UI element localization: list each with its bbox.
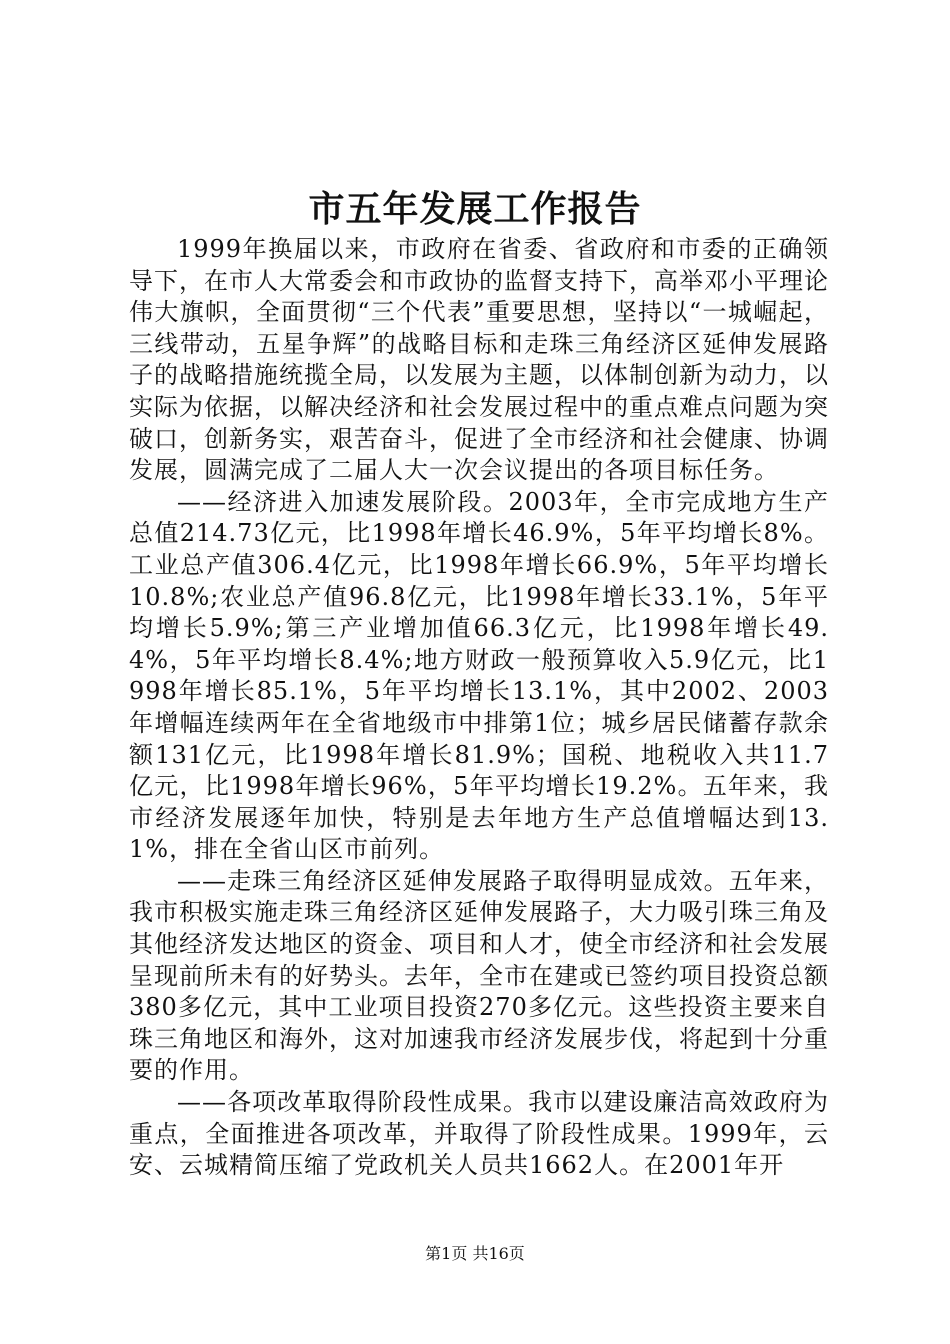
document-body bbox=[129, 234, 829, 1182]
paragraph-economy: ——经济进入加速发展阶段。2003年，全市完成地方生产总值214.73亿元，比1998年增长46.9%，5年平均增长8%。工业总产值306.4亿元，比1998年增长66.9%，5年平均增长10.8%;农业总产值96.8亿元，比1998年增长33.1%，5年平均增长5.9%;第三产业增加值66.3亿元，比1998年增长49.4%，5年平均增长8.4%;地方财政一般预算收入5.9亿元，比1998年增长85.1%，5年平均增长13.1%，其中2002、2003年增幅连续两年在全省地级市中排第1位；城乡居民储蓄存款余额131亿元，比1998年增长81.9%；国税、地税收入共11.7亿元，比1998年增长96%，5年平均增长19.2%。五年来，我市经济发展逐年加快，特别是去年地方生产总值增幅达到13.1%，排在全省山区市前列。 bbox=[129, 487, 829, 864]
document-title: 市五年发展工作报告 bbox=[308, 188, 642, 230]
paragraph-intro: 1999年换届以来，市政府在省委、省政府和市委的正确领导下，在市人大常委会和市政协的监督支持下，高举邓小平理论伟大旗帜，全面贯彻“三个代表”重要思想，坚持以“一城崛起，三线带动，五星争辉”的战略目标和走珠三角经济区延伸发展路子的战略措施统揽全局，以发展为主题，以体制创新为动力，以实际为依据，以解决经济和社会发展过程中的重点难点问题为突破口，创新务实，艰苦奋斗，促进了全市经济和社会健康、协调发展，圆满完成了二届人大一次会议提出的各项目标任务。 bbox=[129, 235, 829, 485]
paragraph-reform: ——各项改革取得阶段性成果。我市以建设廉洁高效政府为重点，全面推进各项改革，并取得了阶段性成果。1999年，云安、云城精简压缩了党政机关人员共1662人。在2001年开 bbox=[129, 1088, 829, 1180]
page-number-footer: 第1页 共16页 bbox=[425, 1244, 525, 1263]
paragraph-development-path: ——走珠三角经济区延伸发展路子取得明显成效。五年来，我市积极实施走珠三角经济区延伸发展路子，大力吸引珠三角及其他经济发达地区的资金、项目和人才，使全市经济和社会发展呈现前所未有的好势头。去年，全市在建或已签约项目投资总额380多亿元，其中工业项目投资270多亿元。这些投资主要来自珠三角地区和海外，这对加速我市经济发展步伐，将起到十分重要的作用。 bbox=[129, 866, 829, 1085]
